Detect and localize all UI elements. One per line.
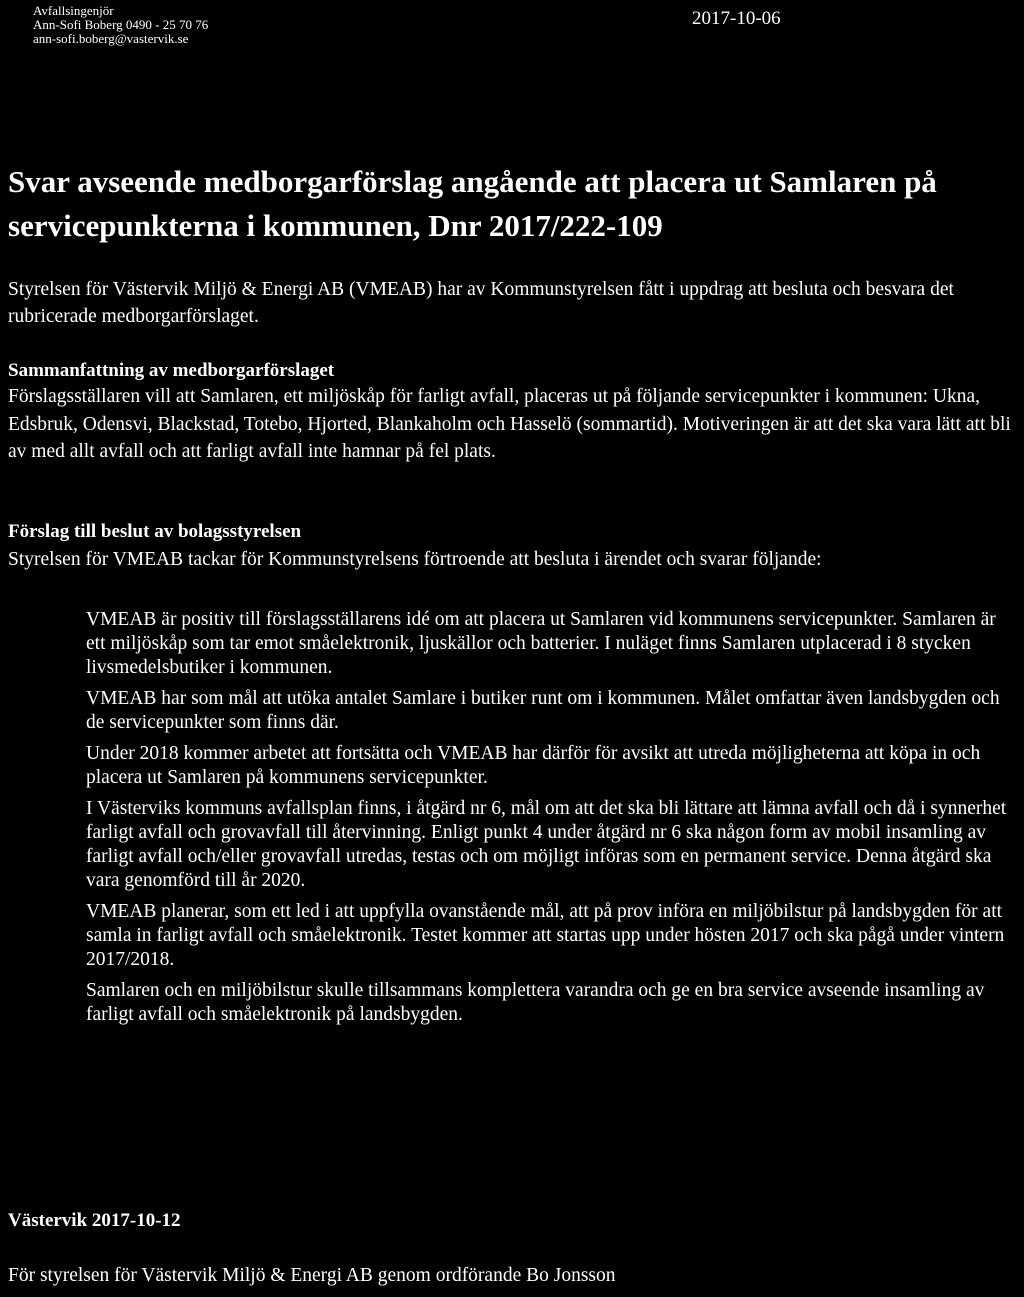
- sender-department: Avfallsingenjör: [33, 3, 114, 18]
- summary-heading: Sammanfattning av medborgarförslaget: [8, 360, 335, 381]
- sender-phone: Ann-Sofi Boberg 0490 - 25 70 76: [33, 17, 209, 32]
- signature-line: För styrelsen för Västervik Miljö & Energi AB genom ordförande Bo Jonsson: [8, 1265, 616, 1286]
- proposal-point: Samlaren och en miljöbilstur skulle tillsammans komplettera varandra och ge en bra service avseende insamling av farligt avfall och småelektronik på landsbygden.: [86, 980, 985, 1025]
- proposal-points: [86, 608, 1016, 1034]
- proposal-heading: Förslag till beslut av bolagsstyrelsen: [8, 521, 302, 542]
- intro-paragraph: Styrelsen för Västervik Miljö & Energi AB (VMEAB) har av Kommunstyrelsen fått i uppdrag att besluta och besvara det rubricerade medborgarförslaget.: [8, 279, 954, 327]
- proposal-point: VMEAB är positiv till förslagsställarens idé om att placera ut Samlaren vid kommunens servicepunkter. Samlaren är ett miljöskåp som tar emot småelektronik, ljuskällor och batterier. I nuläget finns Samlaren utplacerad i 8 stycken livsmedelsbutiker i kommunen.: [86, 609, 996, 678]
- sender-block: [33, 4, 208, 46]
- proposal-point: I Västerviks kommuns avfallsplan finns, i åtgärd nr 6, mål om att det ska bli lättare att lämna avfall och då i synnerhet farligt avfall och grovavfall till återvinning. Enligt punkt 4 under åtgärd nr 6 ska någon form av mobil insamling av farligt avfall och/eller grovavfall utredas, testas och om möjligt införas som en permanent service. Denna åtgärd ska vara genomförd till år 2020.: [86, 798, 1007, 891]
- sender-email: ann-sofi.boberg@vastervik.se: [33, 31, 189, 46]
- summary-paragraph: Förslagsställaren vill att Samlaren, ett miljöskåp för farligt avfall, placeras ut på följande servicepunkter i kommunen: Ukna, Edsbruk, Odensvi, Blackstad, Totebo, Hjorted, Blankaholm och Hasselö (sommartid). Motiveringen är att det ska vara lätt att bli av med allt avfall och att farligt avfall inte hamnar på fel plats.: [8, 386, 1011, 462]
- proposal-point: VMEAB planerar, som ett led i att uppfylla ovanstående mål, att på prov införa en miljöbilstur på landsbygden för att samla in farligt avfall och småelektronik. Testet kommer att startas upp under hösten 2017 och ska pågå under vintern 2017/2018.: [86, 901, 1005, 970]
- proposal-paragraph: Styrelsen för VMEAB tackar för Kommunstyrelsens förtroende att besluta i ärendet och svarar följande:: [8, 549, 822, 570]
- document-title: Svar avseende medborgarförslag angående att placera ut Samlaren på servicepunkterna i kommunen, Dnr 2017/222-109: [8, 164, 937, 243]
- place-date: Västervik 2017-10-12: [8, 1210, 181, 1231]
- document-date: 2017-10-06: [692, 8, 781, 29]
- proposal-point: Under 2018 kommer arbetet att fortsätta och VMEAB har därför för avsikt att utreda möjligheterna att köpa in och placera ut Samlaren på kommunens servicepunkter.: [86, 743, 981, 788]
- proposal-point: VMEAB har som mål att utöka antalet Samlare i butiker runt om i kommunen. Målet omfattar även landsbygden och de servicepunkter som finns där.: [86, 688, 1000, 733]
